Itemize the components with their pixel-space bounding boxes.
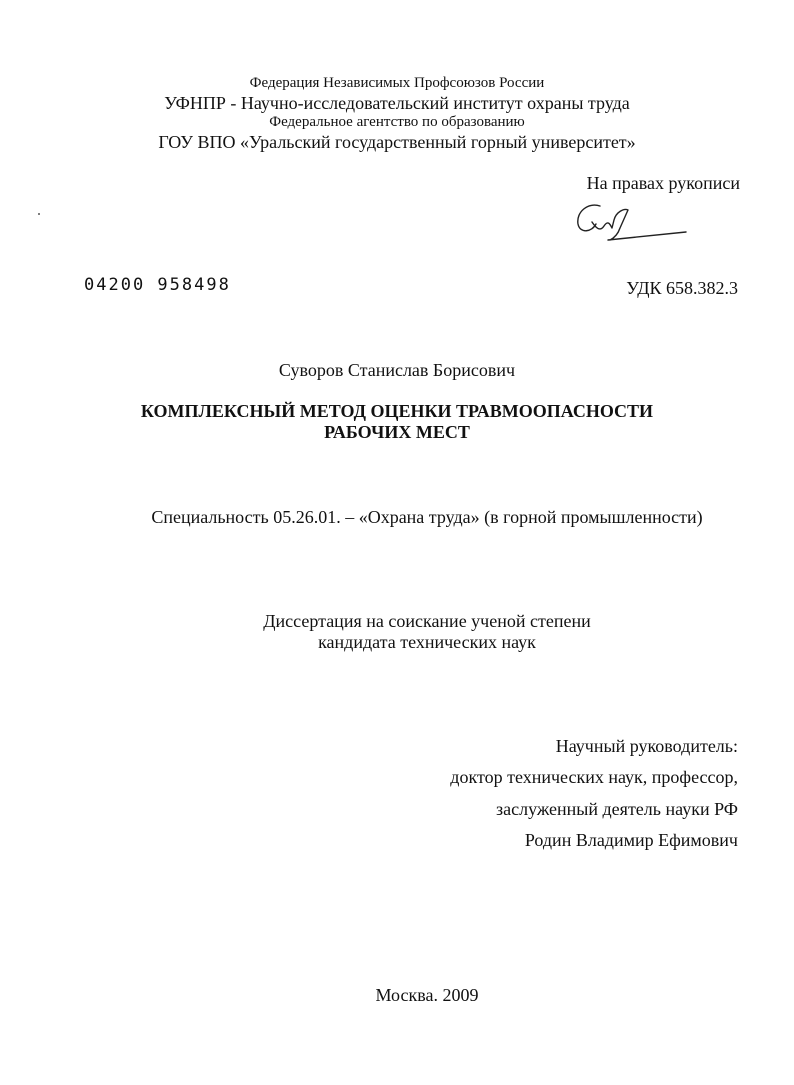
city-year: Москва. 2009 xyxy=(375,985,479,1005)
degree-line1: Диссертация на соискание ученой степени xyxy=(263,611,591,631)
supervisor-degree: доктор технических наук, профессор, xyxy=(450,767,738,787)
scan-dot xyxy=(38,213,40,215)
specialty: Специальность 05.26.01. – «Охрана труда» (в горной промышленности) xyxy=(151,507,703,527)
inventory-number: 04200 958498 xyxy=(84,275,231,295)
author-name: Суворов Станислав Борисович xyxy=(278,360,516,380)
supervisor-label: Научный руководитель: xyxy=(555,736,738,756)
rights-note: На правах рукописи xyxy=(586,173,740,193)
udk-code: УДК 658.382.3 xyxy=(626,278,738,298)
signature-image xyxy=(570,198,690,244)
dissertation-title-line1: КОМПЛЕКСНЫЙ МЕТОД ОЦЕНКИ ТРАВМООПАСНОСТИ xyxy=(140,401,654,421)
supervisor-title: заслуженный деятель науки РФ xyxy=(496,799,738,819)
header-federation: Федерация Независимых Профсоюзов России xyxy=(249,75,545,91)
dissertation-title-line2: РАБОЧИХ МЕСТ xyxy=(324,422,470,442)
header-institute: УФНПР - Научно-исследовательский институт охраны труда xyxy=(164,93,630,113)
supervisor-name: Родин Владимир Ефимович xyxy=(524,830,738,850)
degree-line2: кандидата технических наук xyxy=(318,632,536,652)
header-agency: Федеральное агентство по образованию xyxy=(269,114,525,130)
header-university: ГОУ ВПО «Уральский государственный горный университет» xyxy=(158,132,636,152)
